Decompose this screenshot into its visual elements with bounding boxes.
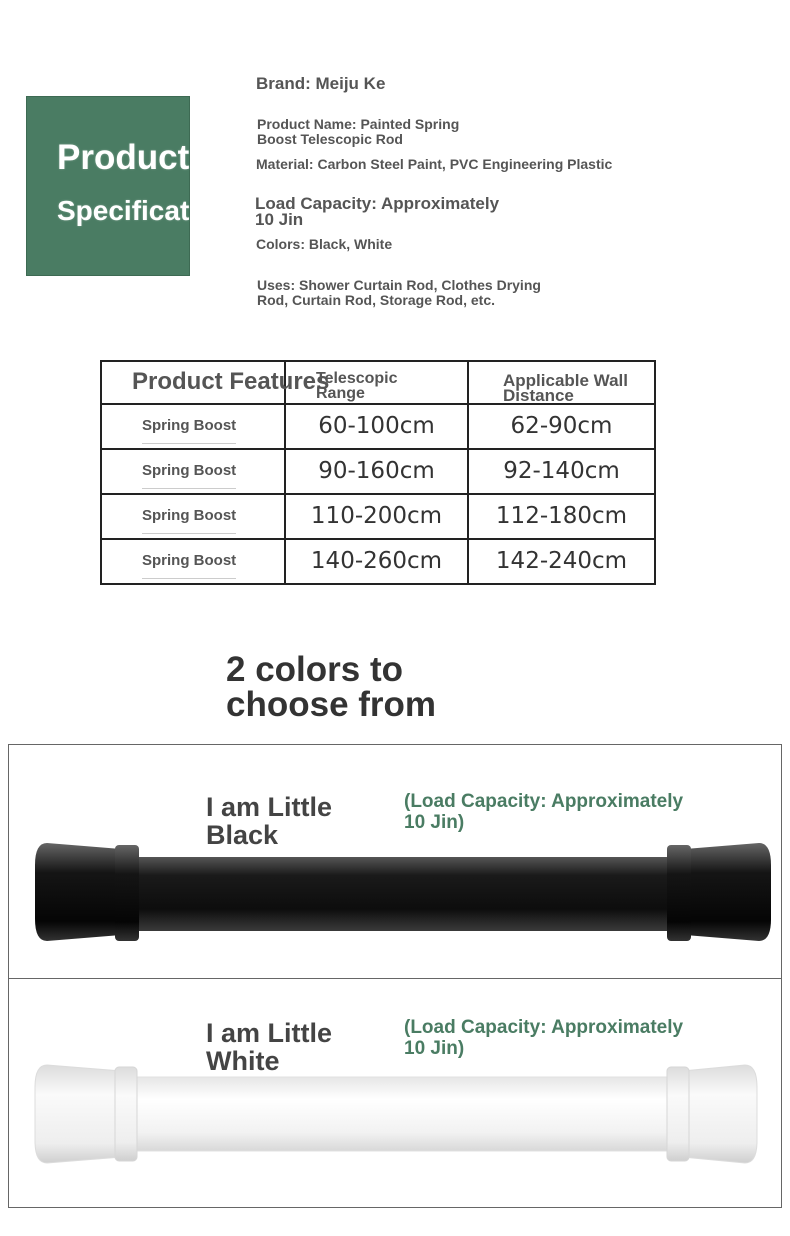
spec-product-name: Product Name: Painted Spring Boost Telescopic Rod [257,116,460,147]
spec-title-line2: Specification [57,195,232,226]
spec-brand: Brand: Meiju Ke [256,74,386,93]
table-row [101,494,655,539]
black-rod-load: (Load Capacity: Approximately 10 Jin) [404,791,684,833]
features-table [100,360,656,585]
white-rod-load: (Load Capacity: Approximately 10 Jin) [404,1017,684,1059]
spec-load: Load Capacity: Approximately 10 Jin [255,194,500,229]
spec-title-line1: Product [57,138,190,177]
range-cell: 110-200cm [285,494,468,539]
spec-uses: Uses: Shower Curtain Rod, Clothes Drying Rod, Curtain Rod, Storage Rod, etc. [257,277,541,308]
range-heading: Telescopic Range [316,370,398,402]
wall-cell: 92-140cm [468,449,655,494]
features-heading: Product Features [132,368,330,395]
table-row [101,449,655,494]
black-rod-panel [8,744,782,980]
black-rod-image [33,835,773,947]
header-cell-features [101,361,330,404]
wall-cell: 142-240cm [468,539,655,584]
row-label: Spring Boost [142,417,237,434]
wall-cell: 62-90cm [468,404,655,449]
colors-heading: 2 colors to choose from [226,650,437,724]
black-rod-name: I am Little Black [206,792,333,850]
table-row [101,539,655,584]
table-row [101,404,655,449]
spec-colors: Colors: Black, White [256,236,393,252]
table-header-row [101,361,655,404]
row-label: Spring Boost [142,462,237,479]
header-cell-wall [468,361,655,404]
white-rod-panel [8,978,782,1208]
wall-distance-heading: Applicable Wall Distance [503,371,629,405]
white-rod-image [33,1063,773,1171]
range-cell: 140-260cm [285,539,468,584]
spec-material: Material: Carbon Steel Paint, PVC Engineering Plastic [256,156,613,172]
wall-cell: 112-180cm [468,494,655,539]
row-label: Spring Boost [142,552,237,569]
row-label: Spring Boost [142,507,237,524]
white-rod-name: I am Little White [206,1018,333,1076]
range-cell: 60-100cm [285,404,468,449]
spec-title-box [26,96,190,276]
range-cell: 90-160cm [285,449,468,494]
